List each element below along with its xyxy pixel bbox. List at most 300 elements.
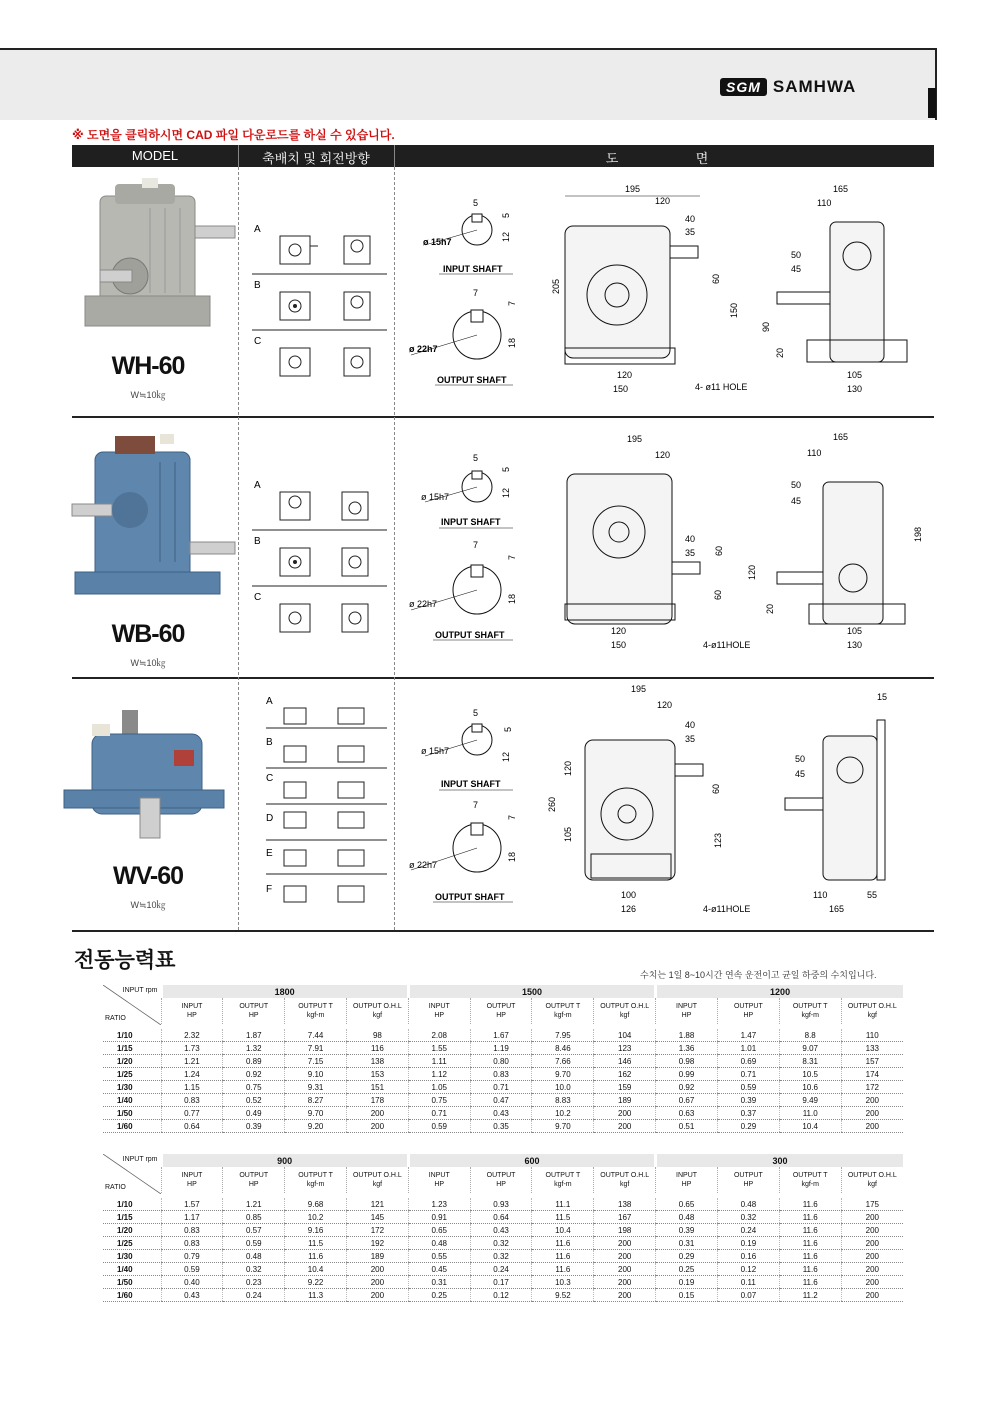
wh60-product-photo[interactable] xyxy=(80,178,240,348)
svg-text:18: 18 xyxy=(507,337,517,348)
value-cell: 0.59 xyxy=(223,1237,285,1250)
value-cell: 0.64 xyxy=(161,1120,223,1133)
value-cell: 110 xyxy=(841,1029,903,1042)
section-divider xyxy=(72,677,934,679)
value-cell: 0.92 xyxy=(656,1081,718,1094)
value-cell: 98 xyxy=(346,1029,408,1042)
value-cell: 9.70 xyxy=(285,1107,347,1120)
ratio-cell: 1/20 xyxy=(103,1055,161,1068)
table-row xyxy=(103,1094,903,1107)
svg-text:INPUT SHAFT: INPUT SHAFT xyxy=(441,779,501,789)
svg-text:15: 15 xyxy=(877,692,888,702)
column-header: INPUT HP xyxy=(408,1167,470,1193)
value-cell: 1.21 xyxy=(161,1055,223,1068)
column-header: OUTPUT T kgf-m xyxy=(779,998,841,1024)
svg-text:60: 60 xyxy=(711,273,721,284)
value-cell: 1.17 xyxy=(161,1211,223,1224)
column-header: OUTPUT HP xyxy=(717,1167,779,1193)
wh60-model-name: WH-60 xyxy=(111,352,185,380)
svg-text:7: 7 xyxy=(473,288,479,298)
svg-text:C: C xyxy=(254,336,262,347)
ratio-cell: 1/30 xyxy=(103,1250,161,1263)
cad-download-notice[interactable]: ※ 도면을 클릭하시면 CAD 파일 다운로드를 하실 수 있습니다. xyxy=(72,128,395,142)
svg-text:5: 5 xyxy=(473,198,479,208)
svg-text:35: 35 xyxy=(685,734,696,744)
svg-text:ø 15h7: ø 15h7 xyxy=(421,746,450,756)
value-cell: 11.6 xyxy=(779,1211,841,1224)
svg-text:12: 12 xyxy=(501,487,511,498)
value-cell: 10.6 xyxy=(779,1081,841,1094)
wv60-weight: W≒10㎏ xyxy=(130,900,166,910)
value-cell: 1.47 xyxy=(717,1029,779,1042)
svg-text:A: A xyxy=(254,224,261,235)
column-header: OUTPUT T kgf-m xyxy=(779,1167,841,1193)
value-cell: 0.07 xyxy=(717,1289,779,1302)
svg-text:5: 5 xyxy=(501,212,511,218)
value-cell: 7.15 xyxy=(285,1055,347,1068)
value-cell: 7.66 xyxy=(532,1055,594,1068)
value-cell: 0.40 xyxy=(161,1276,223,1289)
col-header-arrangement: 축배치 및 회전방향 xyxy=(262,151,370,166)
value-cell: 0.59 xyxy=(161,1263,223,1276)
svg-text:130: 130 xyxy=(847,640,863,650)
value-cell: 200 xyxy=(594,1276,656,1289)
value-cell: 0.98 xyxy=(656,1055,718,1068)
value-cell: 9.10 xyxy=(285,1068,347,1081)
value-cell: 0.65 xyxy=(656,1198,718,1211)
svg-text:130: 130 xyxy=(847,384,863,394)
value-cell: 7.95 xyxy=(532,1029,594,1042)
value-cell: 11.1 xyxy=(532,1198,594,1211)
svg-text:195: 195 xyxy=(631,684,647,694)
capacity-table-2 xyxy=(103,1154,903,1302)
value-cell: 0.80 xyxy=(470,1055,532,1068)
column-header: OUTPUT O.H.L kgf xyxy=(594,1167,656,1193)
value-cell: 0.64 xyxy=(470,1211,532,1224)
value-cell: 0.71 xyxy=(408,1107,470,1120)
value-cell: 8.27 xyxy=(285,1094,347,1107)
svg-text:7: 7 xyxy=(473,800,479,810)
rpm-header: 300 xyxy=(656,1154,903,1167)
svg-text:OUTPUT SHAFT: OUTPUT SHAFT xyxy=(435,630,505,640)
value-cell: 167 xyxy=(594,1211,656,1224)
rpm-header: 900 xyxy=(161,1154,408,1167)
value-cell: 0.39 xyxy=(223,1120,285,1133)
value-cell: 11.6 xyxy=(285,1250,347,1263)
value-cell: 7.91 xyxy=(285,1042,347,1055)
value-cell: 0.93 xyxy=(470,1198,532,1211)
value-cell: 200 xyxy=(594,1289,656,1302)
value-cell: 1.24 xyxy=(161,1068,223,1081)
corner-ratio-label: RATIO xyxy=(105,1015,126,1022)
value-cell: 1.36 xyxy=(656,1042,718,1055)
value-cell: 8.46 xyxy=(532,1042,594,1055)
value-cell: 0.63 xyxy=(656,1107,718,1120)
wv60-dimension-drawing[interactable] xyxy=(405,684,935,916)
svg-text:150: 150 xyxy=(613,384,629,394)
value-cell: 159 xyxy=(594,1081,656,1094)
value-cell: 200 xyxy=(841,1276,903,1289)
value-cell: 0.12 xyxy=(717,1263,779,1276)
capacity-table-1 xyxy=(103,985,903,1133)
value-cell: 10.0 xyxy=(532,1081,594,1094)
value-cell: 1.01 xyxy=(717,1042,779,1055)
corner-input-rpm-label: INPUT rpm xyxy=(122,1156,158,1163)
value-cell: 0.19 xyxy=(656,1276,718,1289)
wv60-arrangement-diagram[interactable] xyxy=(252,690,387,920)
value-cell: 8.83 xyxy=(532,1094,594,1107)
svg-text:55: 55 xyxy=(867,890,878,900)
svg-text:7: 7 xyxy=(507,814,517,820)
value-cell: 172 xyxy=(346,1224,408,1237)
svg-text:120: 120 xyxy=(563,760,573,776)
svg-text:5: 5 xyxy=(503,726,513,732)
svg-text:40: 40 xyxy=(685,214,696,224)
ratio-cell: 1/50 xyxy=(103,1276,161,1289)
rpm-header: 1800 xyxy=(161,985,408,998)
value-cell: 10.3 xyxy=(532,1276,594,1289)
svg-text:105: 105 xyxy=(847,370,863,380)
value-cell: 9.07 xyxy=(779,1042,841,1055)
value-cell: 11.6 xyxy=(779,1263,841,1276)
column-header-bar xyxy=(72,145,934,167)
svg-text:100: 100 xyxy=(621,890,637,900)
svg-text:A: A xyxy=(266,696,273,707)
value-cell: 200 xyxy=(841,1211,903,1224)
wh60-dimension-drawing[interactable] xyxy=(405,180,935,405)
value-cell: 0.83 xyxy=(161,1224,223,1237)
capacity-table-title: 전동능력표 xyxy=(74,949,176,972)
value-cell: 0.29 xyxy=(717,1120,779,1133)
value-cell: 172 xyxy=(841,1081,903,1094)
value-cell: 8.8 xyxy=(779,1029,841,1042)
svg-text:120: 120 xyxy=(617,370,633,380)
value-cell: 174 xyxy=(841,1068,903,1081)
value-cell: 7.44 xyxy=(285,1029,347,1042)
svg-text:60: 60 xyxy=(713,589,723,600)
value-cell: 0.51 xyxy=(656,1120,718,1133)
capacity-table-note: 수치는 1일 8~10시간 연속 운전이고 균일 하중의 수치입니다. xyxy=(640,970,877,980)
table-row xyxy=(103,1068,903,1081)
svg-text:150: 150 xyxy=(729,302,739,318)
value-cell: 9.68 xyxy=(285,1198,347,1211)
value-cell: 0.35 xyxy=(470,1120,532,1133)
ratio-cell: 1/40 xyxy=(103,1263,161,1276)
rpm-header: 1500 xyxy=(408,985,655,998)
brand-logo-mark: SGM xyxy=(720,78,767,96)
table-row xyxy=(103,1276,903,1289)
value-cell: 9.70 xyxy=(532,1068,594,1081)
value-cell: 0.91 xyxy=(408,1211,470,1224)
value-cell: 0.23 xyxy=(223,1276,285,1289)
svg-text:ø 15h7: ø 15h7 xyxy=(421,492,450,502)
corner-input-rpm-label: INPUT rpm xyxy=(122,987,158,994)
ratio-cell: 1/15 xyxy=(103,1042,161,1055)
value-cell: 138 xyxy=(346,1055,408,1068)
rpm-header: 1200 xyxy=(656,985,903,998)
value-cell: 11.6 xyxy=(532,1250,594,1263)
column-header: INPUT HP xyxy=(408,998,470,1024)
svg-text:195: 195 xyxy=(627,434,643,444)
svg-text:C: C xyxy=(254,592,262,603)
value-cell: 0.52 xyxy=(223,1094,285,1107)
value-cell: 0.59 xyxy=(408,1120,470,1133)
column-header: OUTPUT O.H.L kgf xyxy=(346,998,408,1024)
svg-text:18: 18 xyxy=(507,851,517,862)
column-header: OUTPUT T kgf-m xyxy=(285,1167,347,1193)
table-row xyxy=(103,1224,903,1237)
value-cell: 11.6 xyxy=(779,1250,841,1263)
svg-text:120: 120 xyxy=(747,564,757,580)
svg-text:60: 60 xyxy=(711,783,721,794)
value-cell: 0.37 xyxy=(717,1107,779,1120)
value-cell: 123 xyxy=(594,1042,656,1055)
svg-text:165: 165 xyxy=(829,904,845,914)
value-cell: 0.99 xyxy=(656,1068,718,1081)
value-cell: 9.52 xyxy=(532,1289,594,1302)
svg-text:OUTPUT SHAFT: OUTPUT SHAFT xyxy=(437,375,507,385)
svg-text:110: 110 xyxy=(817,198,832,208)
brand-name: SAMHWA xyxy=(772,77,857,96)
arrangement-row xyxy=(252,224,387,274)
table-corner-cell xyxy=(103,985,161,1024)
column-header: OUTPUT HP xyxy=(717,998,779,1024)
value-cell: 200 xyxy=(841,1120,903,1133)
value-cell: 0.43 xyxy=(470,1107,532,1120)
value-cell: 0.71 xyxy=(717,1068,779,1081)
value-cell: 0.39 xyxy=(656,1224,718,1237)
value-cell: 11.6 xyxy=(779,1198,841,1211)
ratio-cell: 1/30 xyxy=(103,1081,161,1094)
value-cell: 1.23 xyxy=(408,1198,470,1211)
value-cell: 162 xyxy=(594,1068,656,1081)
wb60-weight: W≒10㎏ xyxy=(130,658,166,668)
value-cell: 157 xyxy=(841,1055,903,1068)
svg-text:5: 5 xyxy=(473,453,479,463)
svg-text:OUTPUT SHAFT: OUTPUT SHAFT xyxy=(435,892,505,902)
value-cell: 200 xyxy=(594,1107,656,1120)
value-cell: 1.57 xyxy=(161,1198,223,1211)
svg-text:198: 198 xyxy=(913,526,923,542)
value-cell: 0.45 xyxy=(408,1263,470,1276)
wh60-arrangement-diagram[interactable] xyxy=(252,222,387,387)
value-cell: 0.17 xyxy=(470,1276,532,1289)
table-row xyxy=(103,1055,903,1068)
svg-text:7: 7 xyxy=(507,554,517,560)
column-header: OUTPUT HP xyxy=(470,998,532,1024)
value-cell: 200 xyxy=(346,1276,408,1289)
value-cell: 200 xyxy=(346,1107,408,1120)
value-cell: 1.19 xyxy=(470,1042,532,1055)
column-header: INPUT HP xyxy=(656,1167,718,1193)
value-cell: 145 xyxy=(346,1211,408,1224)
value-cell: 0.19 xyxy=(717,1237,779,1250)
table-row xyxy=(103,1198,903,1211)
value-cell: 200 xyxy=(594,1120,656,1133)
value-cell: 0.29 xyxy=(656,1250,718,1263)
value-cell: 0.32 xyxy=(470,1250,532,1263)
svg-text:ø 15h7: ø 15h7 xyxy=(423,237,452,247)
value-cell: 200 xyxy=(841,1094,903,1107)
value-cell: 0.39 xyxy=(717,1094,779,1107)
column-header: INPUT HP xyxy=(161,998,223,1024)
value-cell: 1.88 xyxy=(656,1029,718,1042)
value-cell: 200 xyxy=(841,1107,903,1120)
value-cell: 0.25 xyxy=(408,1289,470,1302)
value-cell: 0.92 xyxy=(223,1068,285,1081)
svg-text:120: 120 xyxy=(655,196,671,206)
value-cell: 133 xyxy=(841,1042,903,1055)
svg-text:7: 7 xyxy=(507,300,517,306)
svg-text:35: 35 xyxy=(685,548,696,558)
svg-text:12: 12 xyxy=(501,231,511,242)
value-cell: 0.43 xyxy=(470,1224,532,1237)
ratio-cell: 1/40 xyxy=(103,1094,161,1107)
table-row xyxy=(103,1081,903,1094)
col-divider xyxy=(238,145,239,167)
col-header-drawing-1: 도 xyxy=(605,151,619,166)
value-cell: 0.55 xyxy=(408,1250,470,1263)
value-cell: 200 xyxy=(346,1289,408,1302)
svg-text:105: 105 xyxy=(563,826,573,842)
value-cell: 0.24 xyxy=(470,1263,532,1276)
value-cell: 178 xyxy=(346,1094,408,1107)
svg-text:110: 110 xyxy=(813,890,828,900)
value-cell: 0.15 xyxy=(656,1289,718,1302)
value-cell: 0.59 xyxy=(717,1081,779,1094)
col-header-model: MODEL xyxy=(131,148,179,163)
svg-text:110: 110 xyxy=(807,448,822,458)
value-cell: 0.43 xyxy=(161,1289,223,1302)
brand-logo xyxy=(720,77,856,97)
value-cell: 0.85 xyxy=(223,1211,285,1224)
svg-text:20: 20 xyxy=(775,347,785,358)
section-divider xyxy=(72,416,934,418)
table-corner-cell xyxy=(103,1154,161,1193)
ratio-cell: 1/10 xyxy=(103,1198,161,1211)
wb60-arrangement-diagram[interactable] xyxy=(252,478,387,643)
ratio-cell: 1/20 xyxy=(103,1224,161,1237)
value-cell: 10.2 xyxy=(532,1107,594,1120)
value-cell: 200 xyxy=(841,1237,903,1250)
svg-text:120: 120 xyxy=(657,700,673,710)
value-cell: 0.75 xyxy=(408,1094,470,1107)
wb60-model-name: WB-60 xyxy=(111,620,185,648)
ratio-cell: 1/50 xyxy=(103,1107,161,1120)
value-cell: 11.6 xyxy=(532,1263,594,1276)
value-cell: 1.87 xyxy=(223,1029,285,1042)
svg-text:120: 120 xyxy=(655,450,671,460)
value-cell: 9.70 xyxy=(532,1120,594,1133)
value-cell: 0.31 xyxy=(656,1237,718,1250)
value-cell: 1.73 xyxy=(161,1042,223,1055)
value-cell: 11.6 xyxy=(779,1237,841,1250)
wv60-product-photo[interactable] xyxy=(62,710,232,850)
value-cell: 0.24 xyxy=(223,1289,285,1302)
rpm-header: 600 xyxy=(408,1154,655,1167)
value-cell: 0.47 xyxy=(470,1094,532,1107)
col-header-drawing-2: 면 xyxy=(695,151,709,166)
column-header: OUTPUT O.H.L kgf xyxy=(594,998,656,1024)
wb60-dimension-drawing[interactable] xyxy=(405,432,935,657)
value-cell: 11.5 xyxy=(285,1237,347,1250)
svg-text:12: 12 xyxy=(501,751,511,762)
table-row xyxy=(103,1120,903,1133)
table-row xyxy=(103,1107,903,1120)
value-cell: 1.21 xyxy=(223,1198,285,1211)
value-cell: 9.31 xyxy=(285,1081,347,1094)
value-cell: 0.12 xyxy=(470,1289,532,1302)
svg-text:INPUT SHAFT: INPUT SHAFT xyxy=(441,517,501,527)
value-cell: 192 xyxy=(346,1237,408,1250)
value-cell: 9.20 xyxy=(285,1120,347,1133)
value-cell: 200 xyxy=(594,1263,656,1276)
value-cell: 0.11 xyxy=(717,1276,779,1289)
value-cell: 0.89 xyxy=(223,1055,285,1068)
wb60-product-photo[interactable] xyxy=(70,432,240,612)
svg-text:D: D xyxy=(266,813,274,824)
value-cell: 10.4 xyxy=(532,1224,594,1237)
value-cell: 11.3 xyxy=(285,1289,347,1302)
value-cell: 198 xyxy=(594,1224,656,1237)
value-cell: 0.49 xyxy=(223,1107,285,1120)
value-cell: 10.5 xyxy=(779,1068,841,1081)
value-cell: 0.57 xyxy=(223,1224,285,1237)
column-header: OUTPUT O.H.L kgf xyxy=(841,1167,903,1193)
svg-text:120: 120 xyxy=(611,626,627,636)
svg-text:123: 123 xyxy=(713,832,723,848)
value-cell: 0.32 xyxy=(717,1211,779,1224)
svg-text:7: 7 xyxy=(473,540,479,550)
col-divider xyxy=(394,145,395,167)
table-row xyxy=(103,1263,903,1276)
svg-text:195: 195 xyxy=(625,184,641,194)
value-cell: 0.32 xyxy=(470,1237,532,1250)
table-row xyxy=(103,1250,903,1263)
column-header: OUTPUT T kgf-m xyxy=(532,1167,594,1193)
ratio-cell: 1/15 xyxy=(103,1211,161,1224)
value-cell: 138 xyxy=(594,1198,656,1211)
value-cell: 11.5 xyxy=(532,1211,594,1224)
value-cell: 10.4 xyxy=(779,1120,841,1133)
section-divider xyxy=(72,930,934,932)
value-cell: 0.48 xyxy=(717,1198,779,1211)
wv60-model-name: WV-60 xyxy=(112,862,184,890)
value-cell: 11.2 xyxy=(779,1289,841,1302)
column-header: OUTPUT HP xyxy=(470,1167,532,1193)
svg-text:ø 22h7: ø 22h7 xyxy=(409,860,438,870)
svg-text:40: 40 xyxy=(685,720,696,730)
svg-text:ø 22h7: ø 22h7 xyxy=(409,344,438,354)
value-cell: 9.22 xyxy=(285,1276,347,1289)
value-cell: 11.0 xyxy=(779,1107,841,1120)
svg-text:C: C xyxy=(266,773,274,784)
value-cell: 2.32 xyxy=(161,1029,223,1042)
value-cell: 153 xyxy=(346,1068,408,1081)
column-header: INPUT HP xyxy=(656,998,718,1024)
value-cell: 200 xyxy=(594,1250,656,1263)
svg-text:18: 18 xyxy=(507,593,517,604)
svg-text:5: 5 xyxy=(501,466,511,472)
ratio-cell: 1/10 xyxy=(103,1029,161,1042)
value-cell: 1.15 xyxy=(161,1081,223,1094)
svg-text:205: 205 xyxy=(551,278,561,294)
svg-text:F: F xyxy=(266,884,273,895)
table-row xyxy=(103,1237,903,1250)
svg-text:45: 45 xyxy=(791,496,802,506)
value-cell: 0.83 xyxy=(161,1237,223,1250)
value-cell: 200 xyxy=(841,1263,903,1276)
